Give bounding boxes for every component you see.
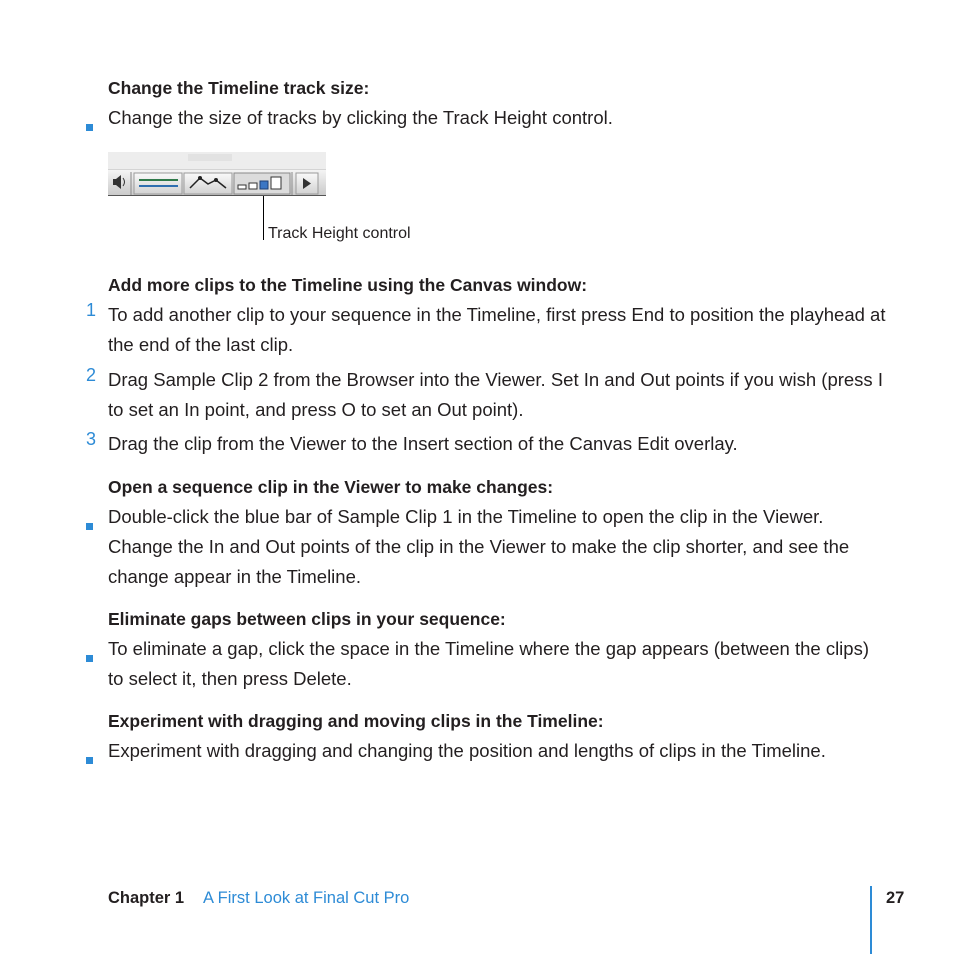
step-number: 2 — [86, 365, 97, 385]
footer-divider — [870, 886, 872, 954]
step-text: Drag the clip from the Viewer to the Insert section of the Canvas Edit overlay. — [108, 433, 738, 454]
bullet-marker — [86, 114, 93, 136]
page-number: 27 — [886, 889, 905, 907]
step-number: 1 — [86, 300, 97, 320]
bullet-marker — [86, 747, 93, 769]
callout-line — [263, 196, 264, 240]
section-heading-track-size: Change the Timeline track size: — [108, 78, 370, 98]
footer-chapter-title: A First Look at Final Cut Pro — [203, 889, 410, 907]
footer-chapter-label: Chapter 1 — [108, 889, 185, 907]
bullet-text-experiment: Experiment with dragging and changing the position and lengths of clips in the Timeline. — [108, 740, 826, 761]
section-heading-eliminate-gaps: Eliminate gaps between clips in your sequence: — [108, 609, 506, 629]
bullet-text-track-size: Change the size of tracks by clicking the Track Height control. — [108, 107, 613, 128]
bullet-marker — [86, 645, 93, 667]
bullet-text-eliminate-gaps: To eliminate a gap, click the space in the Timeline where the gap appears (between the clips) to select it, then press Delete. — [108, 638, 869, 689]
step-text: To add another clip to your sequence in the Timeline, first press End to position the playhead at the end of the last clip. — [108, 304, 886, 355]
step-number: 3 — [86, 429, 97, 449]
track-height-toolbar-image — [108, 152, 326, 198]
section-heading-add-clips: Add more clips to the Timeline using the Canvas window: — [108, 275, 588, 295]
section-heading-experiment: Experiment with dragging and moving clips in the Timeline: — [108, 711, 604, 731]
step-text: Drag Sample Clip 2 from the Browser into the Viewer. Set In and Out points if you wish (press I to set an In point, and press O to set an Out point). — [108, 369, 883, 420]
section-heading-open-sequence-clip: Open a sequence clip in the Viewer to make changes: — [108, 477, 554, 497]
figure-caption: Track Height control — [268, 225, 411, 242]
bullet-marker — [86, 513, 93, 535]
bullet-text-open-sequence-clip: Double-click the blue bar of Sample Clip 1 in the Timeline to open the clip in the Viewer. Change the In and Out points of the clip in the Viewer to make the clip shorter, and see the change appear in the Timeline. — [108, 506, 850, 587]
